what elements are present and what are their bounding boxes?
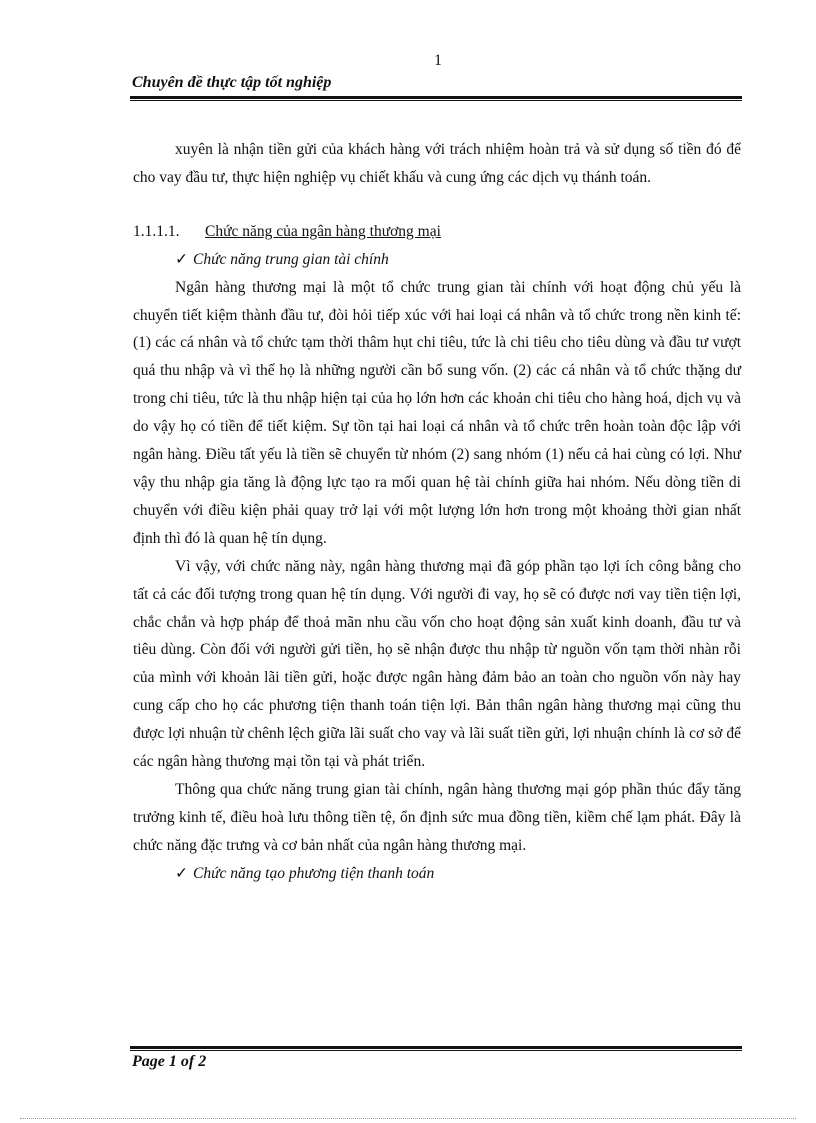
page-bottom-border [20,1118,796,1119]
footer-page-label: Page 1 of 2 [132,1053,207,1070]
header-rule [130,96,742,101]
subsection-title-1: Chức năng trung gian tài chính [193,250,389,268]
intro-paragraph: xuyên là nhận tiền gửi của khách hàng với trách nhiệm hoàn trả và sử dụng số tiền đó để cho vay đầu tư, thực hiện nghiệp vụ chiết khấu và cung ứng các dịch vụ thánh toán. [133,141,741,186]
footer-rule [130,1046,742,1051]
document-body [133,136,741,888]
section-number: 1.1.1.1. [133,222,180,240]
subsection-title-2: Chức năng tạo phương tiện thanh toán [193,864,435,882]
subsection-heading-2 [133,860,741,888]
section-title: Chức năng của ngân hàng thương mại [205,222,441,240]
paragraph-1: Ngân hàng thương mại là một tổ chức trung gian tài chính với hoạt động chủ yếu là chuyển tiết kiệm thành đầu tư, đòi hỏi tiếp xúc với hai loại cá nhân và tổ chức trong nền kinh tế: (1) các cá nhân và tổ chức tạm thời thâm hụt chi tiêu, tức là chi tiêu cho tiêu dùng và đầu tư vượt quá thu nhập và vì thế họ là những người cần bổ sung vốn. (2) các cá nhân và tổ chức thặng dư trong chi tiêu, tức là thu nhập hiện tại của họ lớn hơn các khoản chi tiêu cho hàng hoá, dịch vụ và do vậy họ có tiền để tiết kiệm. Sự tồn tại hai loại cá nhân và tổ chức trên hoàn toàn độc lập với ngân hàng. Điều tất yếu là tiền sẽ chuyển từ nhóm (2) sang nhóm (1) nếu cả hai cùng có lợi. Như vậy thu nhập gia tăng là động lực tạo ra mối quan hệ tài chính giữa hai nhóm. Nếu dòng tiền di chuyển với điều kiện phải quay trở lại với một lượng lớn hơn trong một khoảng thời gian nhất định thì đó là quan hệ tín dụng. [133,278,741,547]
header-title: Chuyên đề thực tập tốt nghiệp [132,74,332,91]
section-heading [133,218,741,246]
checkmark-icon: ✓ [175,250,188,268]
page-number: 1 [434,52,442,69]
checkmark-icon: ✓ [175,864,188,882]
paragraph-3: Thông qua chức năng trung gian tài chính, ngân hàng thương mại góp phần thúc đẩy tăng trưởng kinh tế, điều hoà lưu thông tiền tệ, ổn định sức mua đồng tiền, kiềm chế lạm phát. Đây là chức năng đặc trưng và cơ bản nhất của ngân hàng thương mại. [133,780,741,854]
paragraph-2: Vì vậy, với chức năng này, ngân hàng thương mại đã góp phần tạo lợi ích công bằng cho tất cả các đối tượng trong quan hệ tín dụng. Với người đi vay, họ sẽ có được nơi vay tiền tiện lợi, chắc chắn và hợp pháp để thoả mãn nhu cầu vốn cho hoạt động sản xuất kinh doanh, đầu tư và tiêu dùng. Còn đối với người gửi tiền, họ sẽ nhận được thu nhập từ nguồn vốn tạm thời nhàn rỗi của mình với khoản lãi tiền gửi, hoặc được ngân hàng đảm bảo an toàn cho nguồn vốn này hay cung cấp cho họ các phương tiện thanh toán tiện lợi. Bản thân ngân hàng thương mại cũng thu được lợi nhuận từ chênh lệch giữa lãi suất cho vay và lãi suất tiền gửi, lợi nhuận chính là cơ sở để các ngân hàng thương mại tồn tại và phát triển. [133,557,741,771]
subsection-heading-1 [133,246,741,274]
